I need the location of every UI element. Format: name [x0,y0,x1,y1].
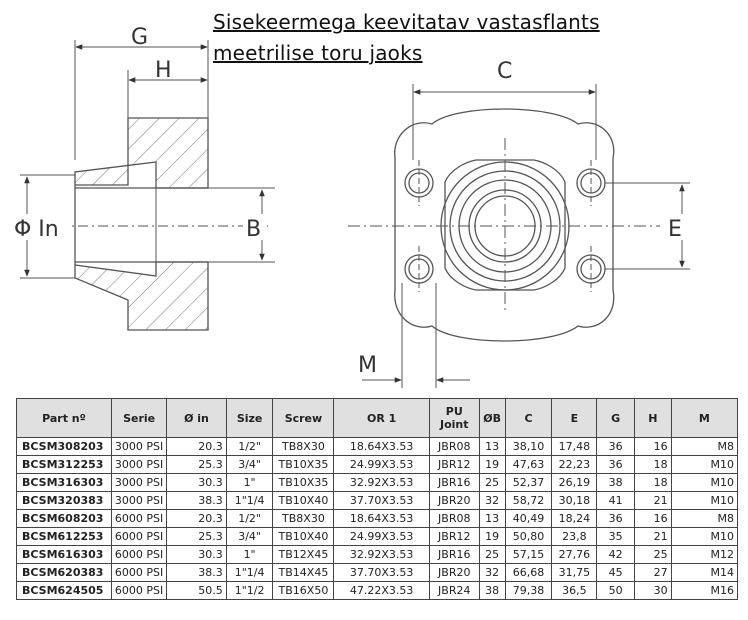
header-diameter-in: Ø in [167,399,226,438]
cell-or1: 24.99X3.53 [334,456,429,474]
cell-c: 57,15 [505,546,552,564]
cell-size: 1/2" [226,438,273,456]
cell-size: 1"1/4 [226,492,273,510]
header-diameter-b: ØB [479,399,505,438]
cell-h: 27 [634,564,671,582]
cell-h: 30 [634,582,671,600]
cell-pu-joint: JBR12 [429,456,479,474]
cell-c: 47,63 [505,456,552,474]
cell-part-no: BCSM308203 [17,438,112,456]
table-row [17,564,738,582]
cell-diameter-b: 13 [479,510,505,528]
cell-g: 36 [597,456,635,474]
cell-screw: TB10X40 [273,492,334,510]
cell-h: 16 [634,510,671,528]
header-c: C [505,399,552,438]
cell-m: M8 [671,510,737,528]
header-g: G [597,399,635,438]
cell-screw: TB8X30 [273,510,334,528]
cell-diameter-b: 25 [479,474,505,492]
cell-diameter-in: 20.3 [167,510,226,528]
cell-e: 23,8 [552,528,597,546]
cell-size: 1"1/4 [226,564,273,582]
dim-label-b: B [246,217,262,242]
cell-diameter-in: 20.3 [167,438,226,456]
dim-label-m: M [358,353,377,378]
cell-m: M12 [671,546,737,564]
cell-g: 41 [597,492,635,510]
cell-diameter-in: 50.5 [167,582,226,600]
title-line-2: meetrilise toru jaoks [213,41,423,65]
cell-or1: 32.92X3.53 [334,546,429,564]
cell-serie: 6000 PSI [111,564,166,582]
cell-m: M14 [671,564,737,582]
cell-serie: 3000 PSI [111,438,166,456]
cell-c: 58,72 [505,492,552,510]
cell-m: M10 [671,456,737,474]
cell-pu-joint: JBR16 [429,474,479,492]
cell-g: 38 [597,474,635,492]
cell-diameter-b: 19 [479,456,505,474]
header-serie: Serie [111,399,166,438]
cell-g: 35 [597,528,635,546]
table-row [17,474,738,492]
cell-size: 1" [226,474,273,492]
table-header-row [17,399,738,438]
cell-h: 18 [634,456,671,474]
front-view [348,84,690,388]
cell-diameter-in: 30.3 [167,474,226,492]
header-screw: Screw [273,399,334,438]
cell-pu-joint: JBR20 [429,492,479,510]
cell-m: M10 [671,492,737,510]
cell-pu-joint: JBR08 [429,510,479,528]
cell-or1: 18.64X3.53 [334,438,429,456]
header-m: M [671,399,737,438]
dim-label-h: H [155,58,172,83]
cell-or1: 37.70X3.53 [334,492,429,510]
cell-screw: TB10X40 [273,528,334,546]
cell-serie: 3000 PSI [111,492,166,510]
cell-part-no: BCSM608203 [17,510,112,528]
cell-diameter-in: 38.3 [167,492,226,510]
cell-serie: 6000 PSI [111,510,166,528]
dim-label-phi-in: Φ In [14,217,59,242]
cell-g: 45 [597,564,635,582]
cell-e: 22,23 [552,456,597,474]
header-or1: OR 1 [334,399,429,438]
cell-size: 3/4" [226,528,273,546]
cell-e: 26,19 [552,474,597,492]
table-row [17,528,738,546]
cell-h: 18 [634,474,671,492]
spec-table [16,398,738,600]
dim-label-e: E [668,217,682,242]
cell-m: M10 [671,528,737,546]
cell-or1: 47.22X3.53 [334,582,429,600]
cell-e: 36,5 [552,582,597,600]
cell-g: 36 [597,438,635,456]
cell-h: 16 [634,438,671,456]
table-row [17,546,738,564]
cell-part-no: BCSM316303 [17,474,112,492]
cell-size: 1/2" [226,510,273,528]
cell-part-no: BCSM620383 [17,564,112,582]
cell-serie: 6000 PSI [111,546,166,564]
cell-e: 31,75 [552,564,597,582]
cell-pu-joint: JBR16 [429,546,479,564]
cell-or1: 24.99X3.53 [334,528,429,546]
cell-serie: 3000 PSI [111,474,166,492]
cell-pu-joint: JBR24 [429,582,479,600]
cell-serie: 3000 PSI [111,456,166,474]
header-part-no: Part nº [17,399,112,438]
cell-c: 50,80 [505,528,552,546]
cell-part-no: BCSM624505 [17,582,112,600]
cell-e: 17,48 [552,438,597,456]
cell-diameter-b: 38 [479,582,505,600]
cell-g: 36 [597,510,635,528]
cell-m: M10 [671,474,737,492]
cell-pu-joint: JBR08 [429,438,479,456]
cell-g: 42 [597,546,635,564]
cell-c: 52,37 [505,474,552,492]
cell-serie: 6000 PSI [111,528,166,546]
cell-screw: TB10X35 [273,456,334,474]
cell-c: 40,49 [505,510,552,528]
side-section-view [18,40,275,330]
cell-diameter-in: 25.3 [167,528,226,546]
cell-pu-joint: JBR20 [429,564,479,582]
cell-c: 66,68 [505,564,552,582]
cell-m: M8 [671,438,737,456]
cell-screw: TB10X35 [273,474,334,492]
cell-part-no: BCSM312253 [17,456,112,474]
table-row [17,492,738,510]
cell-h: 21 [634,528,671,546]
cell-diameter-in: 25.3 [167,456,226,474]
cell-diameter-b: 19 [479,528,505,546]
cell-e: 30,18 [552,492,597,510]
table-row [17,582,738,600]
cell-g: 50 [597,582,635,600]
header-pu-joint: PU Joint [429,399,479,438]
cell-screw: TB16X50 [273,582,334,600]
title-line-1: Sisekeermega keevitatav vastasflants [213,10,600,34]
dim-label-g: G [131,25,149,50]
table-row [17,438,738,456]
cell-screw: TB8X30 [273,438,334,456]
cell-m: M16 [671,582,737,600]
cell-diameter-b: 32 [479,492,505,510]
cell-or1: 32.92X3.53 [334,474,429,492]
cell-screw: TB12X45 [273,546,334,564]
cell-size: 3/4" [226,456,273,474]
cell-diameter-in: 38.3 [167,564,226,582]
cell-part-no: BCSM320383 [17,492,112,510]
cell-part-no: BCSM612253 [17,528,112,546]
header-size: Size [226,399,273,438]
cell-c: 79,38 [505,582,552,600]
cell-e: 27,76 [552,546,597,564]
cell-h: 25 [634,546,671,564]
cell-diameter-b: 13 [479,438,505,456]
cell-diameter-b: 32 [479,564,505,582]
cell-pu-joint: JBR12 [429,528,479,546]
cell-diameter-in: 30.3 [167,546,226,564]
table-row [17,510,738,528]
cell-screw: TB14X45 [273,564,334,582]
cell-size: 1"1/2 [226,582,273,600]
cell-size: 1" [226,546,273,564]
cell-serie: 6000 PSI [111,582,166,600]
header-h: H [634,399,671,438]
dim-label-c: C [497,59,513,84]
cell-diameter-b: 25 [479,546,505,564]
cell-h: 21 [634,492,671,510]
cell-part-no: BCSM616303 [17,546,112,564]
header-e: E [552,399,597,438]
cell-or1: 18.64X3.53 [334,510,429,528]
cell-e: 18,24 [552,510,597,528]
cell-c: 38,10 [505,438,552,456]
cell-or1: 37.70X3.53 [334,564,429,582]
table-row [17,456,738,474]
